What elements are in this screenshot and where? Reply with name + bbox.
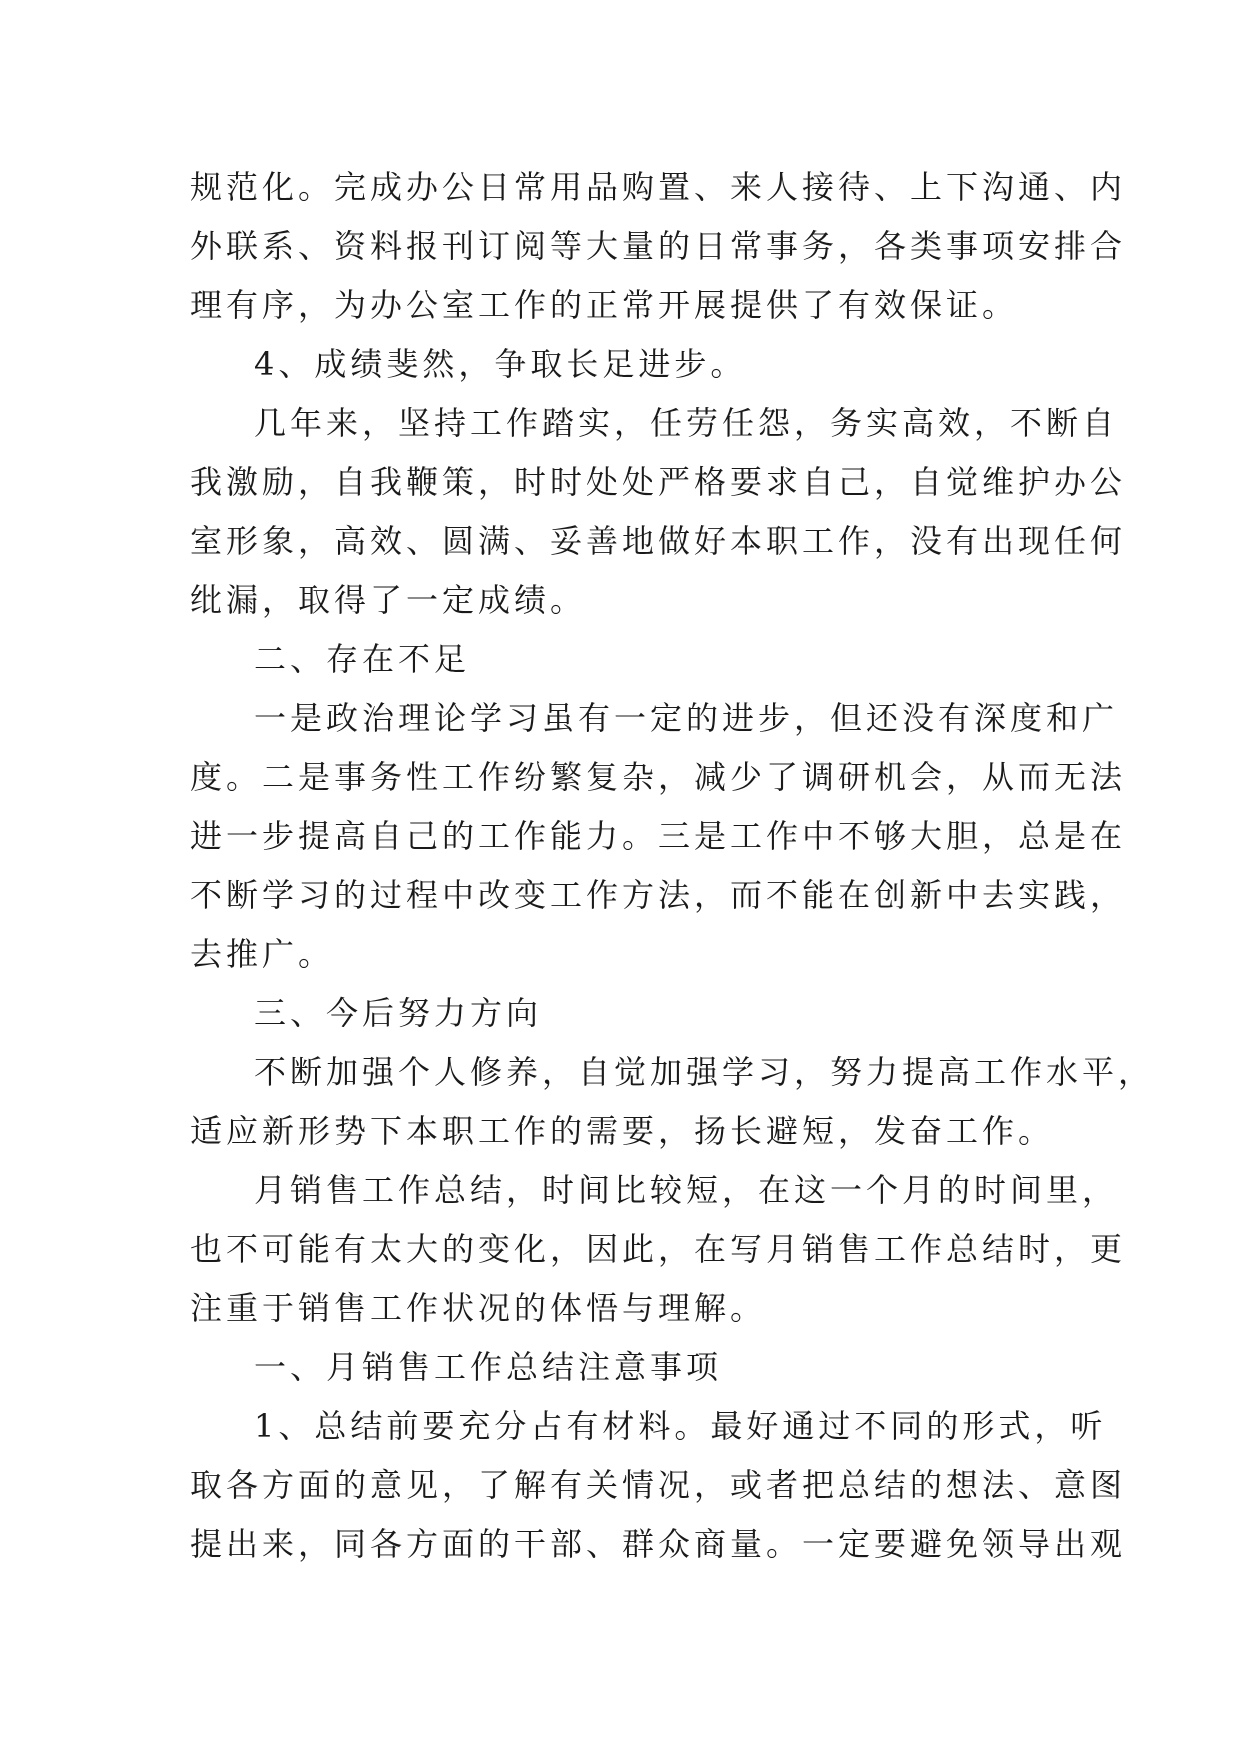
- text-line: 也不可能有太大的变化，因此，在写月销售工作总结时，更: [190, 1230, 1127, 1268]
- text-line: 度。二是事务性工作纷繁复杂，减少了调研机会，从而无法: [190, 758, 1127, 796]
- paragraph: [190, 1043, 1155, 1161]
- paragraph: [190, 1397, 1127, 1574]
- text-line: 外联系、资料报刊订阅等大量的日常事务，各类事项安排合: [190, 227, 1127, 265]
- section-heading: 一、月销售工作总结注意事项: [254, 1348, 723, 1386]
- text-line: 取各方面的意见，了解有关情况，或者把总结的想法、意图: [190, 1466, 1127, 1504]
- text-line: 月销售工作总结，时间比较短，在这一个月的时间里，: [254, 1171, 1119, 1209]
- text-line: 1、总结前要充分占有材料。最好通过不同的形式，听: [254, 1407, 1107, 1445]
- paragraph: [190, 335, 1050, 394]
- text-line: 不断学习的过程中改变工作方法，而不能在创新中去实践，: [190, 876, 1127, 914]
- text-line: 纰漏，取得了一定成绩。: [190, 581, 587, 619]
- paragraph: [190, 689, 1127, 984]
- text-line: 规范化。完成办公日常用品购置、来人接待、上下沟通、内: [190, 168, 1127, 206]
- paragraph: [190, 1338, 1050, 1397]
- paragraph: [190, 630, 1050, 689]
- section-heading: 二、存在不足: [254, 640, 471, 678]
- text-line: 4、成绩斐然，争取长足进步。: [254, 345, 747, 383]
- text-line: 适应新形势下本职工作的需要，扬长避短，发奋工作。: [190, 1112, 1055, 1150]
- text-line: 理有序，为办公室工作的正常开展提供了有效保证。: [190, 286, 1019, 324]
- text-line: 一是政治理论学习虽有一定的进步，但还没有深度和广: [254, 699, 1119, 737]
- text-line: 几年来，坚持工作踏实，任劳任怨，务实高效，不断自: [254, 404, 1119, 442]
- text-line: 注重于销售工作状况的体悟与理解。: [190, 1289, 767, 1327]
- paragraph: [190, 394, 1127, 630]
- text-line: 进一步提高自己的工作能力。三是工作中不够大胆，总是在: [190, 817, 1127, 855]
- text-line: 去推广。: [190, 935, 335, 973]
- paragraph: [190, 158, 1127, 335]
- paragraph: [190, 984, 1050, 1043]
- text-line: 室形象，高效、圆满、妥善地做好本职工作，没有出现任何: [190, 522, 1127, 560]
- text-line: 提出来，同各方面的干部、群众商量。一定要避免领导出观: [190, 1525, 1127, 1563]
- section-heading: 三、今后努力方向: [254, 994, 543, 1032]
- document-body: [190, 158, 1155, 1574]
- text-line: 我激励，自我鞭策，时时处处严格要求自己，自觉维护办公: [190, 463, 1127, 501]
- paragraph: [190, 1161, 1127, 1338]
- text-line: 不断加强个人修养，自觉加强学习，努力提高工作水平，: [254, 1053, 1155, 1091]
